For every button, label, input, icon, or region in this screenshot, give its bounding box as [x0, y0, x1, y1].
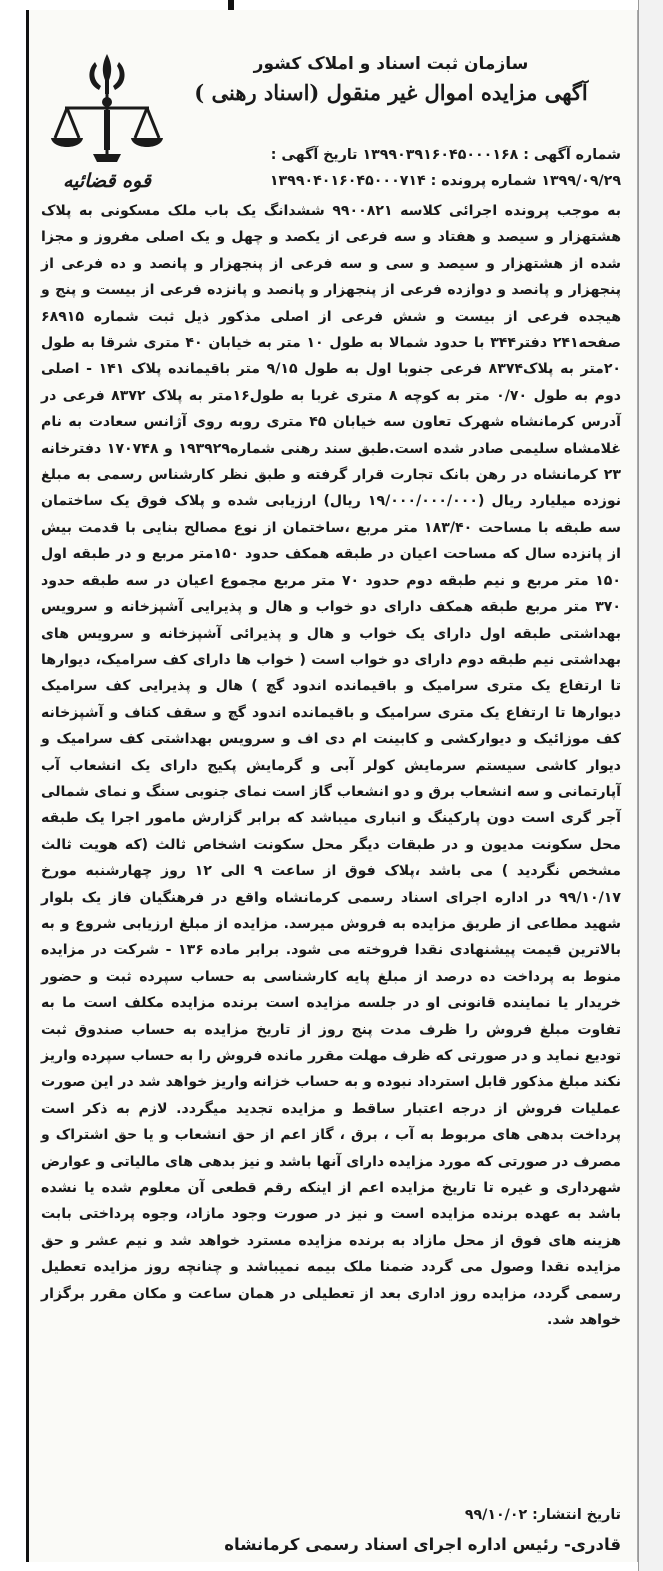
auction-notice	[26, 10, 638, 1562]
organization-name: سازمان ثبت اسناد و املاک کشور	[253, 54, 529, 74]
judiciary-scales-emblem-icon	[47, 50, 167, 168]
adjacent-column-strip	[638, 0, 663, 1571]
notice-meta	[151, 142, 621, 194]
notice-header	[161, 24, 621, 113]
signature-line: قادری- رئیس اداره اجرای اسناد رسمی کرمانشاه	[224, 1535, 621, 1554]
file-number-line: ۱۳۹۹/۰۹/۲۹ شماره پرونده : ۱۳۹۹۰۴۰۱۶۰۴۵۰۰۰۷۱۴	[269, 173, 621, 189]
publish-date: تاریخ انتشار: ۹۹/۱۰/۰۲	[464, 1507, 621, 1523]
notice-body: به موجب پرونده اجرائی کلاسه ۹۹۰۰۸۲۱ ششدانگ یک باب ملک مسکونی به پلاک هشتهزار و سیصد و هفتاد و سه فرعی از یکصد و چهل و یک اصلی مفروز و مجزا شده از هشتهزار و سیصد و سی و سه فرعی از پنجهزار و پانصد و ده فرعی از پنجهزار و پانصد و دوازده فرعی از پنجهزار و پانصد و پانزده فرعی از بیست و پنج و هیجده فرعی از بیست و شش فرعی از اصلی مذکور ذیل ثبت شماره ۶۸۹۱۵ صفحه۲۴۱ دفتر۳۴۴ با حدود شمالا به طول ۱۰ متر به خیابان ۴۰ متری شرقا به طول ۲۰متر به پلاک۸۳۷۴ فرعی جنوبا اول به طول ۹/۱۵ متر باقیمانده پلاک ۱۴۱ - اصلی دوم به طول ۰/۷۰ متر به کوچه ۸ متری غربا به طول۱۶متر به پلاک ۸۳۷۲ فرعی در آدرس کرمانشاه شهرک تعاون سه خیابان ۴۵ متری روبه روی آژانس سعادت به نام غلامشاه سلیمی صادر شده است.طبق سند رهنی شماره۱۹۳۹۲۹ و ۱۷۰۷۴۸ دفترخانه ۲۳ کرمانشاه در رهن بانک تجارت قرار گرفته و طبق نظر کارشناس رسمی به مبلغ نوزده میلیارد ریال (۱۹/۰۰۰/۰۰۰/۰۰۰ ریال) ارزیابی شده و پلاک فوق یک ساختمان سه طبقه با مساحت ۱۸۳/۴۰ متر مربع ،ساختمان از نوع مصالح بنایی با قدمت بیش از پانزده سال که مساحت اعیان در طبقه همکف حدود ۱۵۰متر مربع و در طبقه اول ۱۵۰ متر مربع و نیم طبقه دوم حدود ۷۰ متر مربع مجموع اعیان در سه طبقه حدود ۳۷۰ متر مربع طبقه همکف دارای دو خواب و هال و پذیرایی آشپزخانه و سرویس بهداشتی طبقه اول دارای یک خواب و هال و پذیرائی آشپزخانه و سرویس های بهداشتی نیم طبقه دوم دارای دو خواب است ( خواب ها دارای کف سرامیک، دیوارها تا ارتفاع یک متری سرامیک و باقیمانده اندود گچ ) هال و پذیرایی کف سرامیک دیوارها تا ارتفاع یک متری سرامیک و باقیمانده اندود گچ و سقف کناف و آشپزخانه کف موزائیک و دیوارکشی و کابینت ام دی اف و سرویس بهداشتی کف سرامیک و دیوار کاشی سیستم سرمایش کولر آبی و گرمایش پکیج دارای یک انشعاب آب آپارتمانی و سه انشعاب برق و دو انشعاب گاز است نمای جنوبی سنگ و نمای شمالی آجر گری است دون پارکینگ و انباری میباشد که برابر گزارش مامور اجرا یک طبقه محل سکونت مدیون و در طبقات دیگر محل سکونت اشخاص ثالث (که هویت ثالث مشخص نگردید ) می باشد ،پلاک فوق از ساعت ۹ الی ۱۲ روز چهارشنبه مورخ ۹۹/۱۰/۱۷ در اداره اجرای اسناد رسمی کرمانشاه واقع در فرهنگیان فاز یک بلوار شهید مطاعی از طریق مزایده به فروش میرسد. مزایده از مبلغ ارزیابی شروع و به بالاترین قیمت پیشنهادی نقدا فروخته می شود. برابر ماده ۱۳۶ - شرکت در مزایده منوط به پرداخت ده درصد از مبلغ پایه کارشناسی به حساب سپرده ثبت و حضور خریدار یا نماینده قانونی او در جلسه مزایده است برنده مزایده مکلف است ما به تفاوت مبلغ فروش را ظرف مدت پنج روز از تاریخ مزایده به حساب صندوق ثبت تودیع نماید و در صورتی که ظرف مهلت مقرر مانده فروش را به حساب سپرده واریز نکند مبلغ مذکور قابل استرداد نبوده و به حساب خزانه واریز خواهد شد در این صورت عملیات فروش از درجه اعتبار ساقط و مزایده تجدید میگردد. لازم به ذکر است پرداخت بدهی های مربوط به آب ، برق ، گاز اعم از حق انشعاب و یا حق اشتراک و مصرف در صورتی که مورد مزایده دارای آنها باشد و نیز بدهی های مالیاتی و عوارض شهرداری و غیره تا تاریخ مزایده اعم از اینکه رقم قطعی آن معلوم شده یا نشده باشد به عهده برنده مزایده است و نیز در صورت وجود مازاد، وجوه پرداختی بابت هزینه های فوق از محل مازاد به برنده مزایده مسترد خواهد شد و نیم عشر و حق مزایده نقدا وصول می گردد ضمنا ملک بیمه نمیباشد و چنانچه روز مزایده تعطیل رسمی گردد، مزایده روز اداری بعد از تعطیلی در همان ساعت و مکان مقرر برگزار خواهد شد.	[41, 203, 622, 1329]
judiciary-emblem	[47, 50, 167, 200]
notice-number-line: شماره آگهی : ۱۳۹۹۰۳۹۱۶۰۴۵۰۰۰۱۶۸ تاریخ آگهی :	[270, 147, 621, 163]
emblem-caption: قوه قضائیه	[62, 170, 152, 192]
notice-title: آگهی مزایده اموال غیر منقول (اسناد رهنی )	[194, 80, 588, 105]
